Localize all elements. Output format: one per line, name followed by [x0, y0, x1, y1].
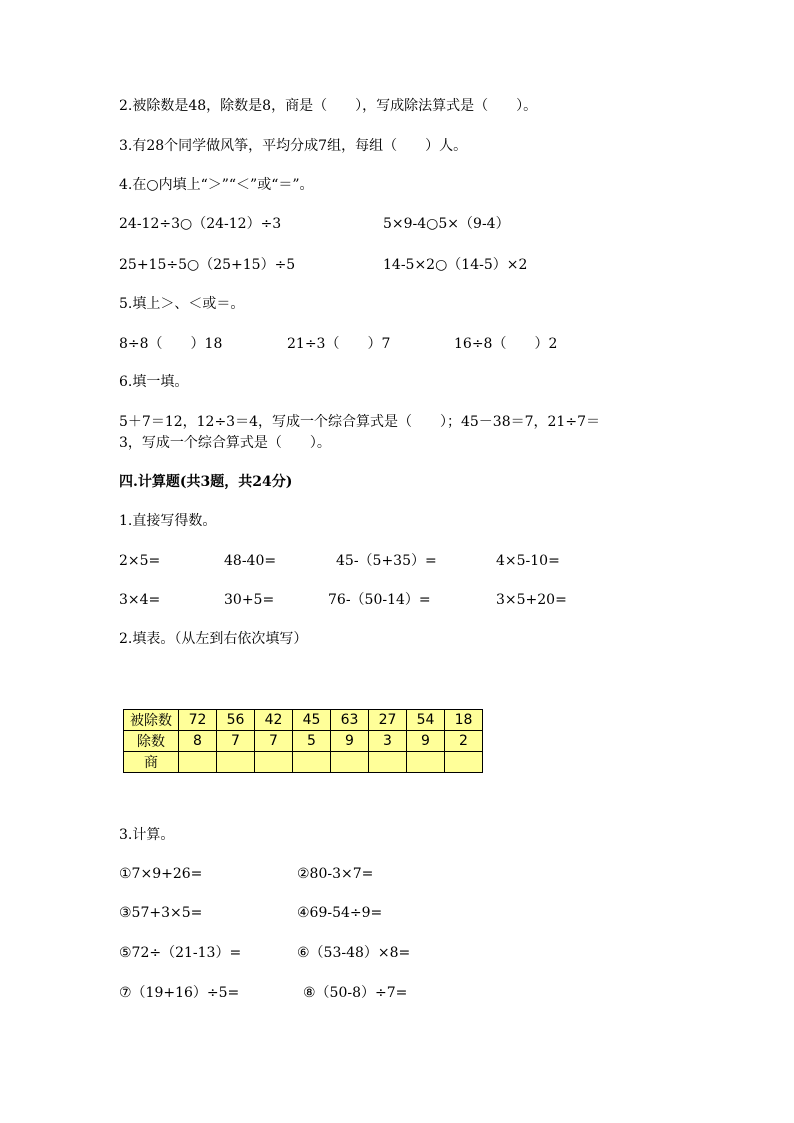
division-table: [123, 709, 483, 773]
divisor-cell: 5: [293, 731, 331, 752]
question-6-title: 6.填一填。: [119, 374, 189, 390]
quotient-answer-cell[interactable]: [407, 752, 445, 773]
row-label-quotient: 商: [124, 752, 179, 773]
c1-r1-d: 4×5-10=: [496, 553, 560, 569]
c3-item-3: ③57+3×5=: [119, 905, 203, 921]
question-3: 3.有28个同学做风筝，平均分成7组，每组（ ）人。: [119, 138, 468, 154]
quotient-answer-cell[interactable]: [331, 752, 369, 773]
divisor-cell: 3: [369, 731, 407, 752]
question-5-title: 5.填上＞、＜或＝。: [119, 296, 245, 312]
c1-r1-b: 48-40=: [224, 553, 277, 569]
c3-item-4: ④69-54÷9=: [297, 905, 383, 921]
quotient-answer-cell[interactable]: [255, 752, 293, 773]
quotient-answer-cell[interactable]: [369, 752, 407, 773]
c3-item-2: ②80-3×7=: [297, 866, 374, 882]
dividend-cell: 42: [255, 710, 293, 731]
dividend-cell: 18: [445, 710, 483, 731]
q6-line-1: 5＋7＝12，12÷3＝4，写成一个综合算式是（ ）；45－38＝7，21÷7＝: [119, 414, 600, 430]
c1-r2-b: 30+5=: [224, 592, 275, 608]
c1-r2-a: 3×4=: [119, 592, 161, 608]
q5-item-2: 21÷3（ ）7: [287, 336, 391, 352]
c3-item-8: ⑧（50-8）÷7=: [303, 985, 408, 1001]
q4-row2-left: 25+15÷5○（25+15）÷5: [119, 257, 296, 273]
q4-row1-right: 5×9-4○5×（9-4）: [383, 216, 510, 232]
c1-r1-c: 45-（5+35）=: [336, 553, 437, 569]
quotient-answer-cell[interactable]: [445, 752, 483, 773]
divisor-cell: 8: [179, 731, 217, 752]
question-2: 2.被除数是48，除数是8，商是（ ），写成除法算式是（ ）。: [119, 98, 538, 114]
divisor-cell: 2: [445, 731, 483, 752]
c3-item-1: ①7×9+26=: [119, 866, 203, 882]
question-4-title: 4.在○内填上“＞”“＜”或“＝”。: [119, 177, 314, 193]
calc-3-title: 3.计算。: [119, 827, 175, 843]
q5-item-1: 8÷8（ ）18: [119, 336, 223, 352]
section-4-heading: 四.计算题(共3题，共24分): [119, 474, 293, 490]
q6-line-2: 3，写成一个综合算式是（ ）。: [119, 435, 331, 451]
c3-item-5: ⑤72÷（21-13）=: [119, 945, 242, 961]
row-label-divisor: 除数: [124, 731, 179, 752]
quotient-answer-cell[interactable]: [179, 752, 217, 773]
row-label-dividend: 被除数: [124, 710, 179, 731]
c1-r2-d: 3×5+20=: [496, 592, 567, 608]
q5-item-3: 16÷8（ ）2: [454, 336, 558, 352]
q4-row2-right: 14-5×2○（14-5）×2: [383, 257, 528, 273]
divisor-cell: 9: [331, 731, 369, 752]
dividend-cell: 56: [217, 710, 255, 731]
divisor-cell: 9: [407, 731, 445, 752]
c3-item-6: ⑥（53-48）×8=: [297, 945, 411, 961]
dividend-cell: 27: [369, 710, 407, 731]
divisor-cell: 7: [217, 731, 255, 752]
c1-r1-a: 2×5=: [119, 553, 161, 569]
calc-1-title: 1.直接写得数。: [119, 513, 217, 529]
divisor-cell: 7: [255, 731, 293, 752]
quotient-answer-cell[interactable]: [293, 752, 331, 773]
dividend-cell: 63: [331, 710, 369, 731]
table-row-quotient: [124, 752, 483, 773]
quotient-answer-cell[interactable]: [217, 752, 255, 773]
calc-2-title: 2.填表。（从左到右依次填写）: [119, 631, 308, 647]
c1-r2-c: 76-（50-14）=: [328, 592, 431, 608]
dividend-cell: 54: [407, 710, 445, 731]
q4-row1-left: 24-12÷3○（24-12）÷3: [119, 216, 282, 232]
table-row-dividend: [124, 710, 483, 731]
table-row-divisor: [124, 731, 483, 752]
c3-item-7: ⑦（19+16）÷5=: [119, 985, 240, 1001]
dividend-cell: 45: [293, 710, 331, 731]
dividend-cell: 72: [179, 710, 217, 731]
